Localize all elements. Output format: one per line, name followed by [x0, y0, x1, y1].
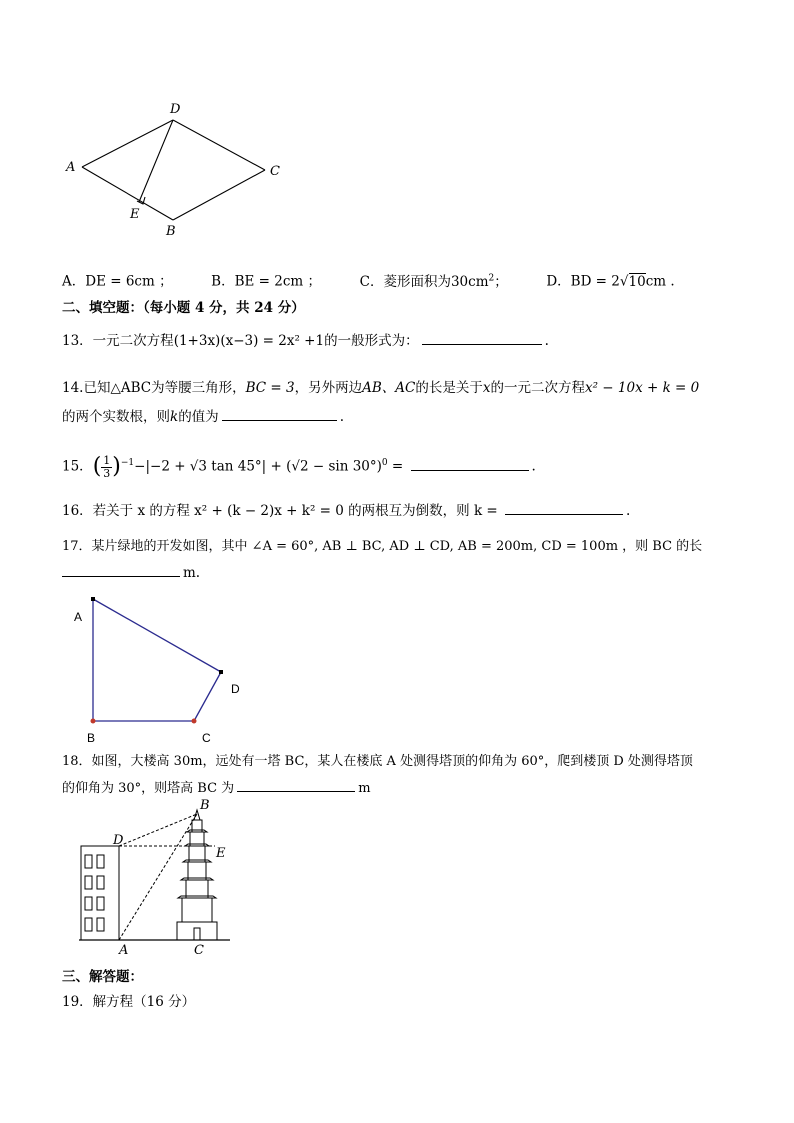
- q16-text: 16．若关于 x 的方程 x² + (k − 2)x + k² = 0 的两根互为倒数，则 k =: [62, 503, 503, 519]
- sight-line-AB: [119, 814, 197, 940]
- option-d: D．BD = 2√10cm .: [546, 273, 675, 290]
- q13-prefix: 13．一元二次方程: [62, 333, 174, 349]
- q14-1g: 的一元二次方程: [490, 380, 585, 396]
- tower-figure: [75, 800, 235, 960]
- label-A: A: [119, 943, 129, 958]
- q15-answer-blank[interactable]: [411, 456, 529, 471]
- q18-unit: m: [358, 781, 371, 796]
- option-a: A．DE = 6cm ；: [62, 273, 173, 290]
- q14-2c: 的值为: [178, 409, 219, 425]
- label-B: B: [200, 798, 210, 813]
- building: [81, 846, 119, 940]
- question-18-line2: [62, 777, 371, 799]
- q14-1a: 14.已知△ABC为等腰三角形，: [62, 380, 246, 396]
- q14-1b: BC = 3: [245, 380, 295, 396]
- label-C: C: [194, 943, 204, 958]
- building-windows: [85, 855, 104, 931]
- question-14-line1: [62, 378, 699, 398]
- side-CB: [173, 170, 265, 220]
- q16-end: .: [626, 503, 631, 519]
- q14-1d: AB、AC: [362, 380, 416, 396]
- q13-end: .: [544, 333, 549, 349]
- q14-1c: ，另外两边: [294, 380, 363, 396]
- q15-exp1: −1: [120, 458, 135, 468]
- q17-answer-blank[interactable]: [62, 562, 180, 577]
- q15-fraction: $\frac{1}{3}$: [103, 453, 111, 480]
- section-3-title: 三、解答题：: [62, 969, 143, 985]
- question-18-line1: 18．如图，大楼高 30m，远处有一塔 BC，某人在楼底 A 处测得塔顶的仰角为 60°，爬到楼顶 D 处测得塔顶: [62, 754, 693, 769]
- label-A: A: [66, 160, 76, 175]
- q18-answer-blank[interactable]: [237, 777, 355, 792]
- option-c: C．菱形面积为$30cm^2$；: [359, 273, 508, 290]
- question-17-line2: [62, 562, 200, 583]
- point-C: [192, 719, 197, 724]
- label-D: D: [113, 833, 124, 848]
- option-d-root: 10: [628, 273, 646, 290]
- options-row: [62, 268, 675, 292]
- label-D: D: [170, 102, 181, 117]
- q15-mid: −|−2 + √3 tan 45°| + (√2 − sin 30°): [134, 458, 382, 475]
- q14-2a: 的两个实数根，则: [62, 409, 170, 425]
- q14-1h: x² − 10x + k = 0: [584, 380, 700, 396]
- q15-eq: =: [387, 458, 408, 475]
- rhombus-figure: [60, 95, 300, 245]
- side-DA: [93, 599, 221, 672]
- label-C: C: [202, 731, 211, 745]
- question-19: 19．解方程（16 分）: [62, 994, 196, 1010]
- label-B: B: [87, 731, 96, 745]
- label-A: A: [74, 610, 83, 624]
- option-c-value: 30cm: [450, 273, 489, 290]
- label-E: E: [130, 207, 140, 222]
- option-c-suffix: ；: [494, 273, 508, 290]
- section-2-title: 二、填空题：（每小题 4 分，共 24 分）: [62, 300, 305, 316]
- point-D: [219, 670, 223, 674]
- question-17-line1: 17．某片绿地的开发如图，其中 ∠A = 60°, AB ⊥ BC, AD ⊥ CD, AB = 200m, CD = 100m ，则 BC 的长: [62, 539, 703, 554]
- q14-1e: 的长是关于: [415, 380, 483, 396]
- label-D: D: [231, 682, 240, 696]
- q13-suffix: 的一般形式为：: [324, 333, 419, 349]
- question-16: [62, 500, 630, 521]
- pagoda: [177, 810, 217, 940]
- q15-exp2: 0: [381, 458, 388, 468]
- option-b: B．BE = 2cm ；: [211, 273, 322, 290]
- q17-unit: m.: [183, 565, 201, 581]
- quadrilateral-figure: [70, 590, 260, 750]
- q14-answer-blank[interactable]: [222, 406, 337, 421]
- q16-answer-blank[interactable]: [505, 500, 623, 515]
- q13-equation: (1+3x)(x−3) = 2x² +1: [173, 333, 325, 349]
- q14-end: .: [339, 409, 344, 425]
- question-14-line2: [62, 406, 344, 427]
- point-B: [91, 719, 96, 724]
- option-d-prefix: D．BD = 2: [546, 273, 620, 290]
- label-B: B: [166, 224, 176, 239]
- label-C: C: [270, 164, 280, 179]
- question-13: [62, 330, 549, 351]
- label-E: E: [216, 846, 226, 861]
- side-DC: [173, 120, 265, 170]
- side-AD: [82, 120, 173, 167]
- q13-answer-blank[interactable]: [422, 330, 542, 345]
- q14-2b: k: [170, 409, 179, 425]
- side-BA: [82, 167, 173, 220]
- side-CD: [194, 672, 221, 721]
- option-c-prefix: C．菱形面积为: [359, 273, 451, 290]
- sight-line-DB: [119, 814, 197, 846]
- q14-1f: x: [482, 380, 491, 396]
- q15-end: .: [531, 458, 536, 475]
- segment-DE: [139, 120, 173, 202]
- q18-line2-text: 的仰角为 30°，则塔高 BC 为: [62, 781, 235, 796]
- question-15: 15．( $\frac{1}{3}$ )$^{-1}$−|−2 + √3 $\tan 45^\circ| + (√2 - \sin 30^\circ)^0$ = .: [62, 453, 536, 480]
- q15-prefix: 15．: [62, 458, 93, 475]
- point-A: [91, 597, 95, 601]
- option-d-suffix: cm .: [645, 273, 675, 290]
